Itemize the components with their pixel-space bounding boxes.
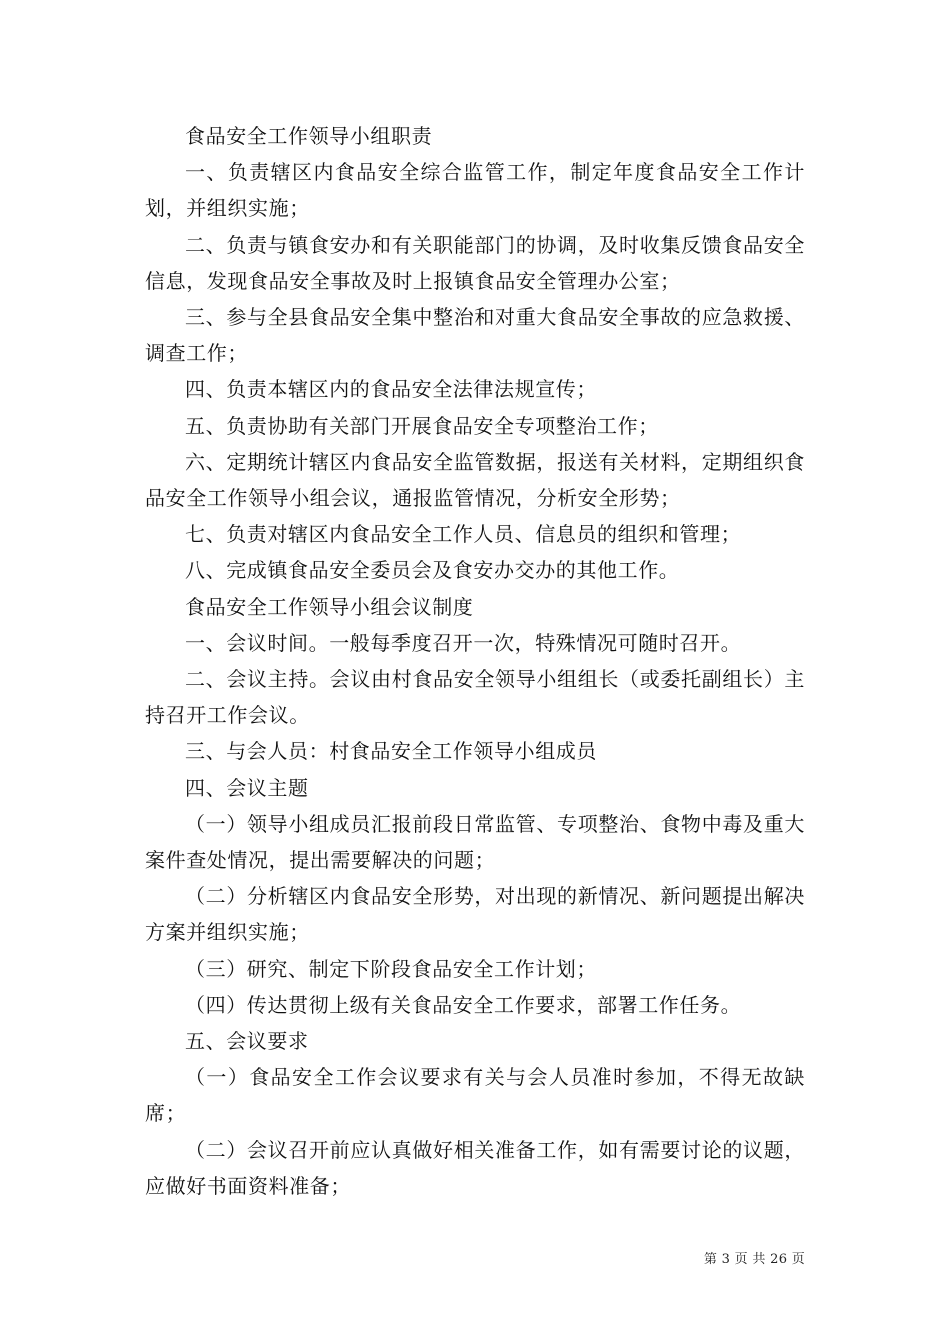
duty-paragraph-2: 二、负责与镇食安办和有关职能部门的协调，及时收集反馈食品安全信息，发现食品安全事故及时上报镇食品安全管理办公室； xyxy=(145,232,805,293)
duty-paragraph-5: 五、负责协助有关部门开展食品安全专项整治工作； xyxy=(185,413,659,438)
meeting-paragraph-3: 三、与会人员：村食品安全工作领导小组成员 xyxy=(185,739,597,764)
meeting-paragraph-6: （二）分析辖区内食品安全形势，对出现的新情况、新问题提出解决方案并组织实施； xyxy=(145,884,805,945)
duty-paragraph-8: 八、完成镇食品安全委员会及食安办交办的其他工作。 xyxy=(185,558,680,583)
meeting-paragraph-7: （三）研究、制定下阶段食品安全工作计划； xyxy=(185,956,597,981)
duty-paragraph-1: 一、负责辖区内食品安全综合监管工作，制定年度食品安全工作计划，并组织实施； xyxy=(145,160,805,221)
meeting-paragraph-10: （一）食品安全工作会议要求有关与会人员准时参加，不得无故缺席； xyxy=(145,1065,805,1126)
meeting-paragraph-9: 五、会议要求 xyxy=(185,1029,309,1054)
meeting-paragraph-5: （一）领导小组成员汇报前段日常监管、专项整治、食物中毒及重大案件查处情况，提出需要解决的问题； xyxy=(145,811,805,873)
duty-paragraph-3: 三、参与全县食品安全集中整治和对重大食品安全事故的应急救援、调查工作； xyxy=(145,305,805,366)
section-title-meeting-rules: 食品安全工作领导小组会议制度 xyxy=(185,594,474,619)
meeting-paragraph-8: （四）传达贯彻上级有关食品安全工作要求，部署工作任务。 xyxy=(185,992,742,1017)
meeting-paragraph-11: （二）会议召开前应认真做好相关准备工作，如有需要讨论的议题，应做好书面资料准备； xyxy=(145,1137,805,1198)
document-page xyxy=(145,118,805,1204)
page-number-footer: 第 3 页 共 26 页 xyxy=(703,1252,805,1267)
meeting-paragraph-2: 二、会议主持。会议由村食品安全领导小组组长（或委托副组长）主持召开工作会议。 xyxy=(145,667,805,728)
duty-paragraph-6: 六、定期统计辖区内食品安全监管数据，报送有关材料，定期组织食品安全工作领导小组会议，通报监管情况，分析安全形势； xyxy=(145,449,805,511)
meeting-paragraph-4: 四、会议主题 xyxy=(185,775,309,800)
duty-paragraph-7: 七、负责对辖区内食品安全工作人员、信息员的组织和管理； xyxy=(185,522,742,547)
section-title-duties: 食品安全工作领导小组职责 xyxy=(185,124,433,148)
duty-paragraph-4: 四、负责本辖区内的食品安全法律法规宣传； xyxy=(185,377,597,402)
meeting-paragraph-1: 一、会议时间。一般每季度召开一次，特殊情况可随时召开。 xyxy=(185,630,742,655)
